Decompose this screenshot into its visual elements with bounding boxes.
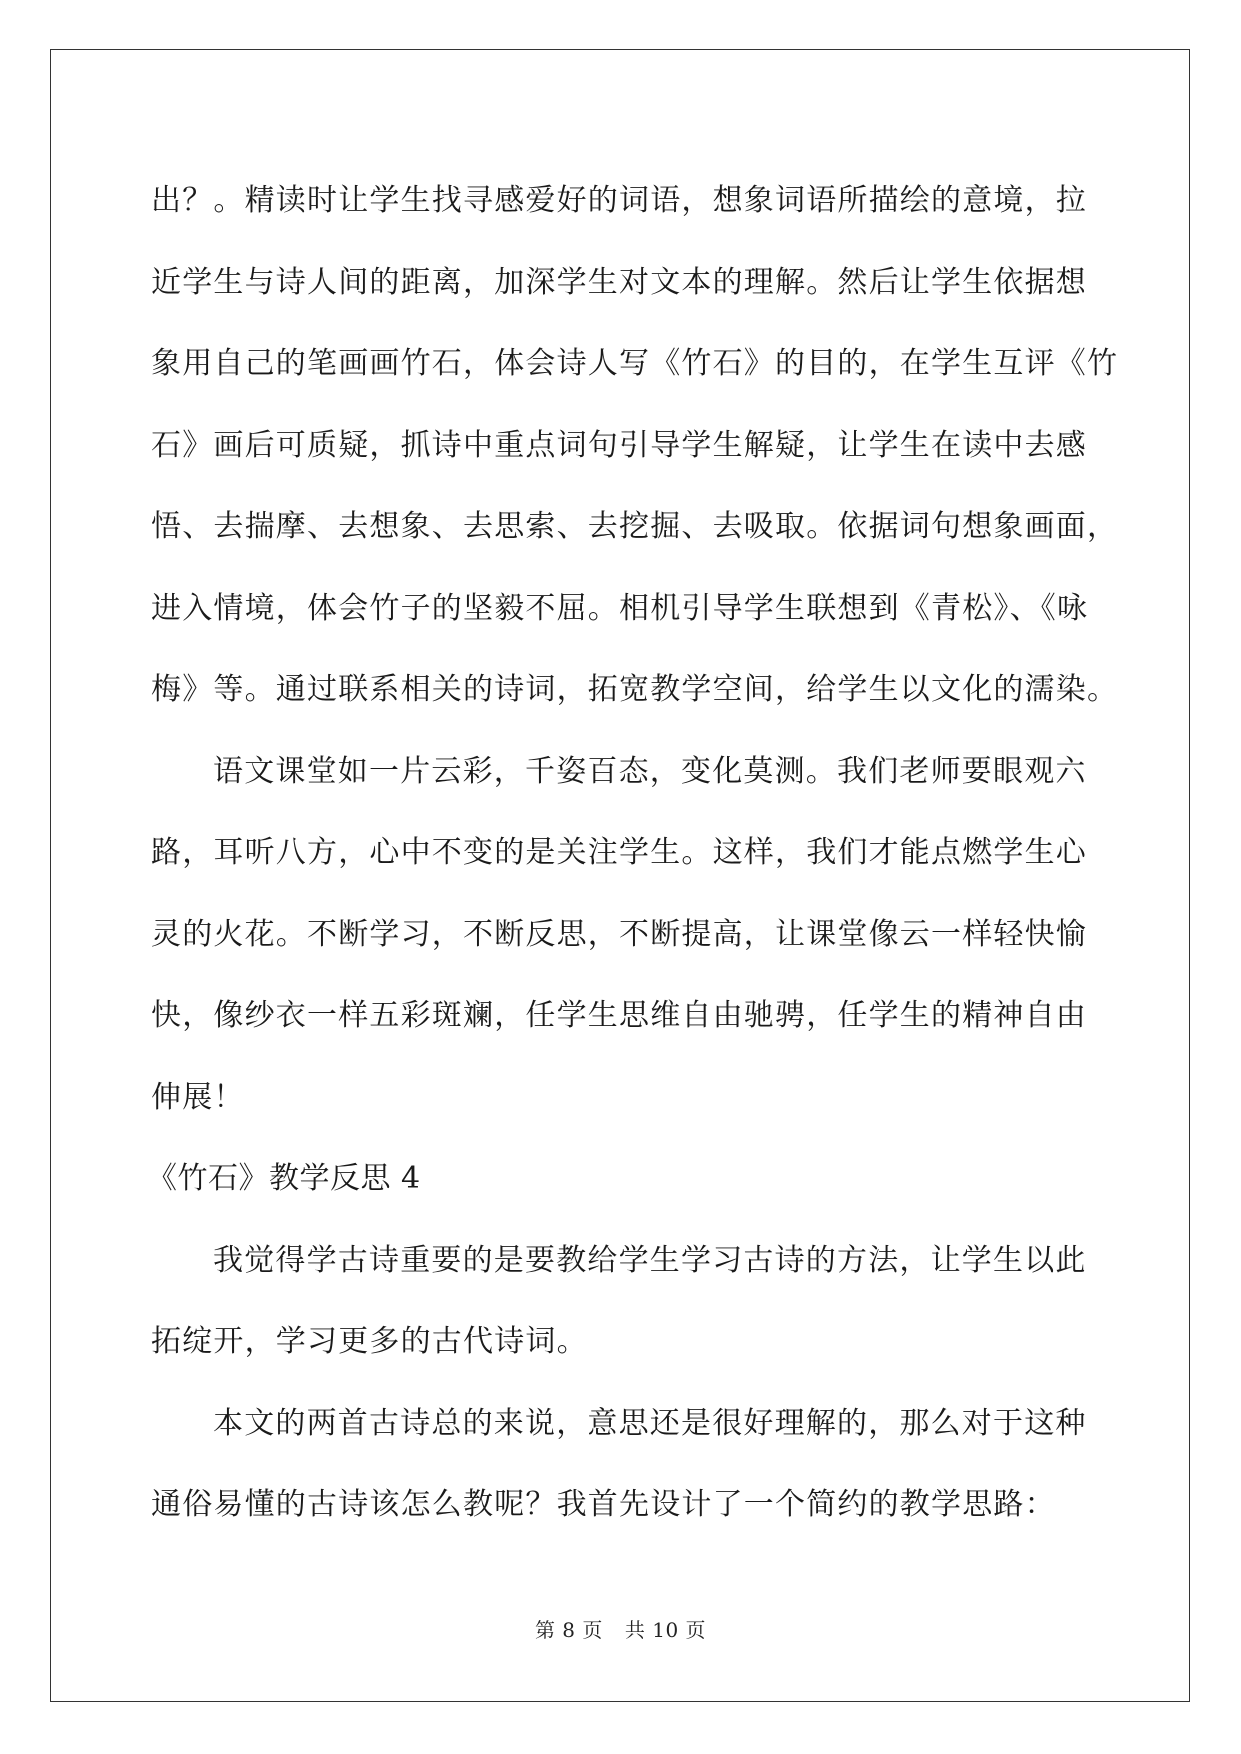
paragraph-line: 出？。精读时让学生找寻感爱好的词语，想象词语所描绘的意境，拉 — [151, 183, 1087, 218]
page-total: 共 10 页 — [624, 1618, 707, 1642]
document-body — [147, 160, 1119, 1546]
paragraph-line: 伸展！ — [151, 1079, 245, 1115]
paragraph-line: 石》画后可质疑，抓诗中重点词句引导学生解疑，让学生在读中去感 — [151, 427, 1087, 463]
page-number: 第 8 页 — [534, 1618, 603, 1642]
paragraph-line: 我觉得学古诗重要的是要教给学生学习古诗的方法，让学生以此 — [213, 1242, 1087, 1278]
paragraph-line: 快，像纱衣一样五彩斑斓，任学生思维自由驰骋，任学生的精神自由 — [151, 998, 1087, 1033]
section-heading: 《竹石》教学反思 4 — [147, 1161, 421, 1196]
paragraph-line: 通俗易懂的古诗该怎么教呢？我首先设计了一个简约的教学思路： — [151, 1487, 1056, 1522]
paragraph-line: 进入情境，体会竹子的坚毅不屈。相机引导学生联想到《青松》、《咏 — [151, 590, 1089, 626]
paragraph-line: 悟、去揣摩、去想象、去思索、去挖掘、去吸取。依据词句想象画面， — [151, 509, 1119, 544]
paragraph-line: 梅》等。通过联系相关的诗词，拓宽教学空间，给学生以文化的濡染。 — [151, 672, 1119, 707]
page-footer — [0, 1614, 1241, 1643]
paragraph-line: 近学生与诗人间的距离，加深学生对文本的理解。然后让学生依据想 — [151, 264, 1087, 300]
paragraph-line: 语文课堂如一片云彩，千姿百态，变化莫测。我们老师要眼观六 — [213, 753, 1087, 789]
paragraph-line: 本文的两首古诗总的来说，意思还是很好理解的，那么对于这种 — [213, 1405, 1087, 1441]
paragraph-line: 路，耳听八方，心中不变的是关注学生。这样，我们才能点燃学生心 — [151, 835, 1087, 870]
paragraph-line: 象用自己的笔画画竹石，体会诗人写《竹石》的目的，在学生互评《竹 — [151, 346, 1119, 381]
paragraph-line: 拓绽开，学习更多的古代诗词。 — [151, 1324, 588, 1359]
paragraph-line: 灵的火花。不断学习，不断反思，不断提高，让课堂像云一样轻快愉 — [151, 916, 1087, 952]
